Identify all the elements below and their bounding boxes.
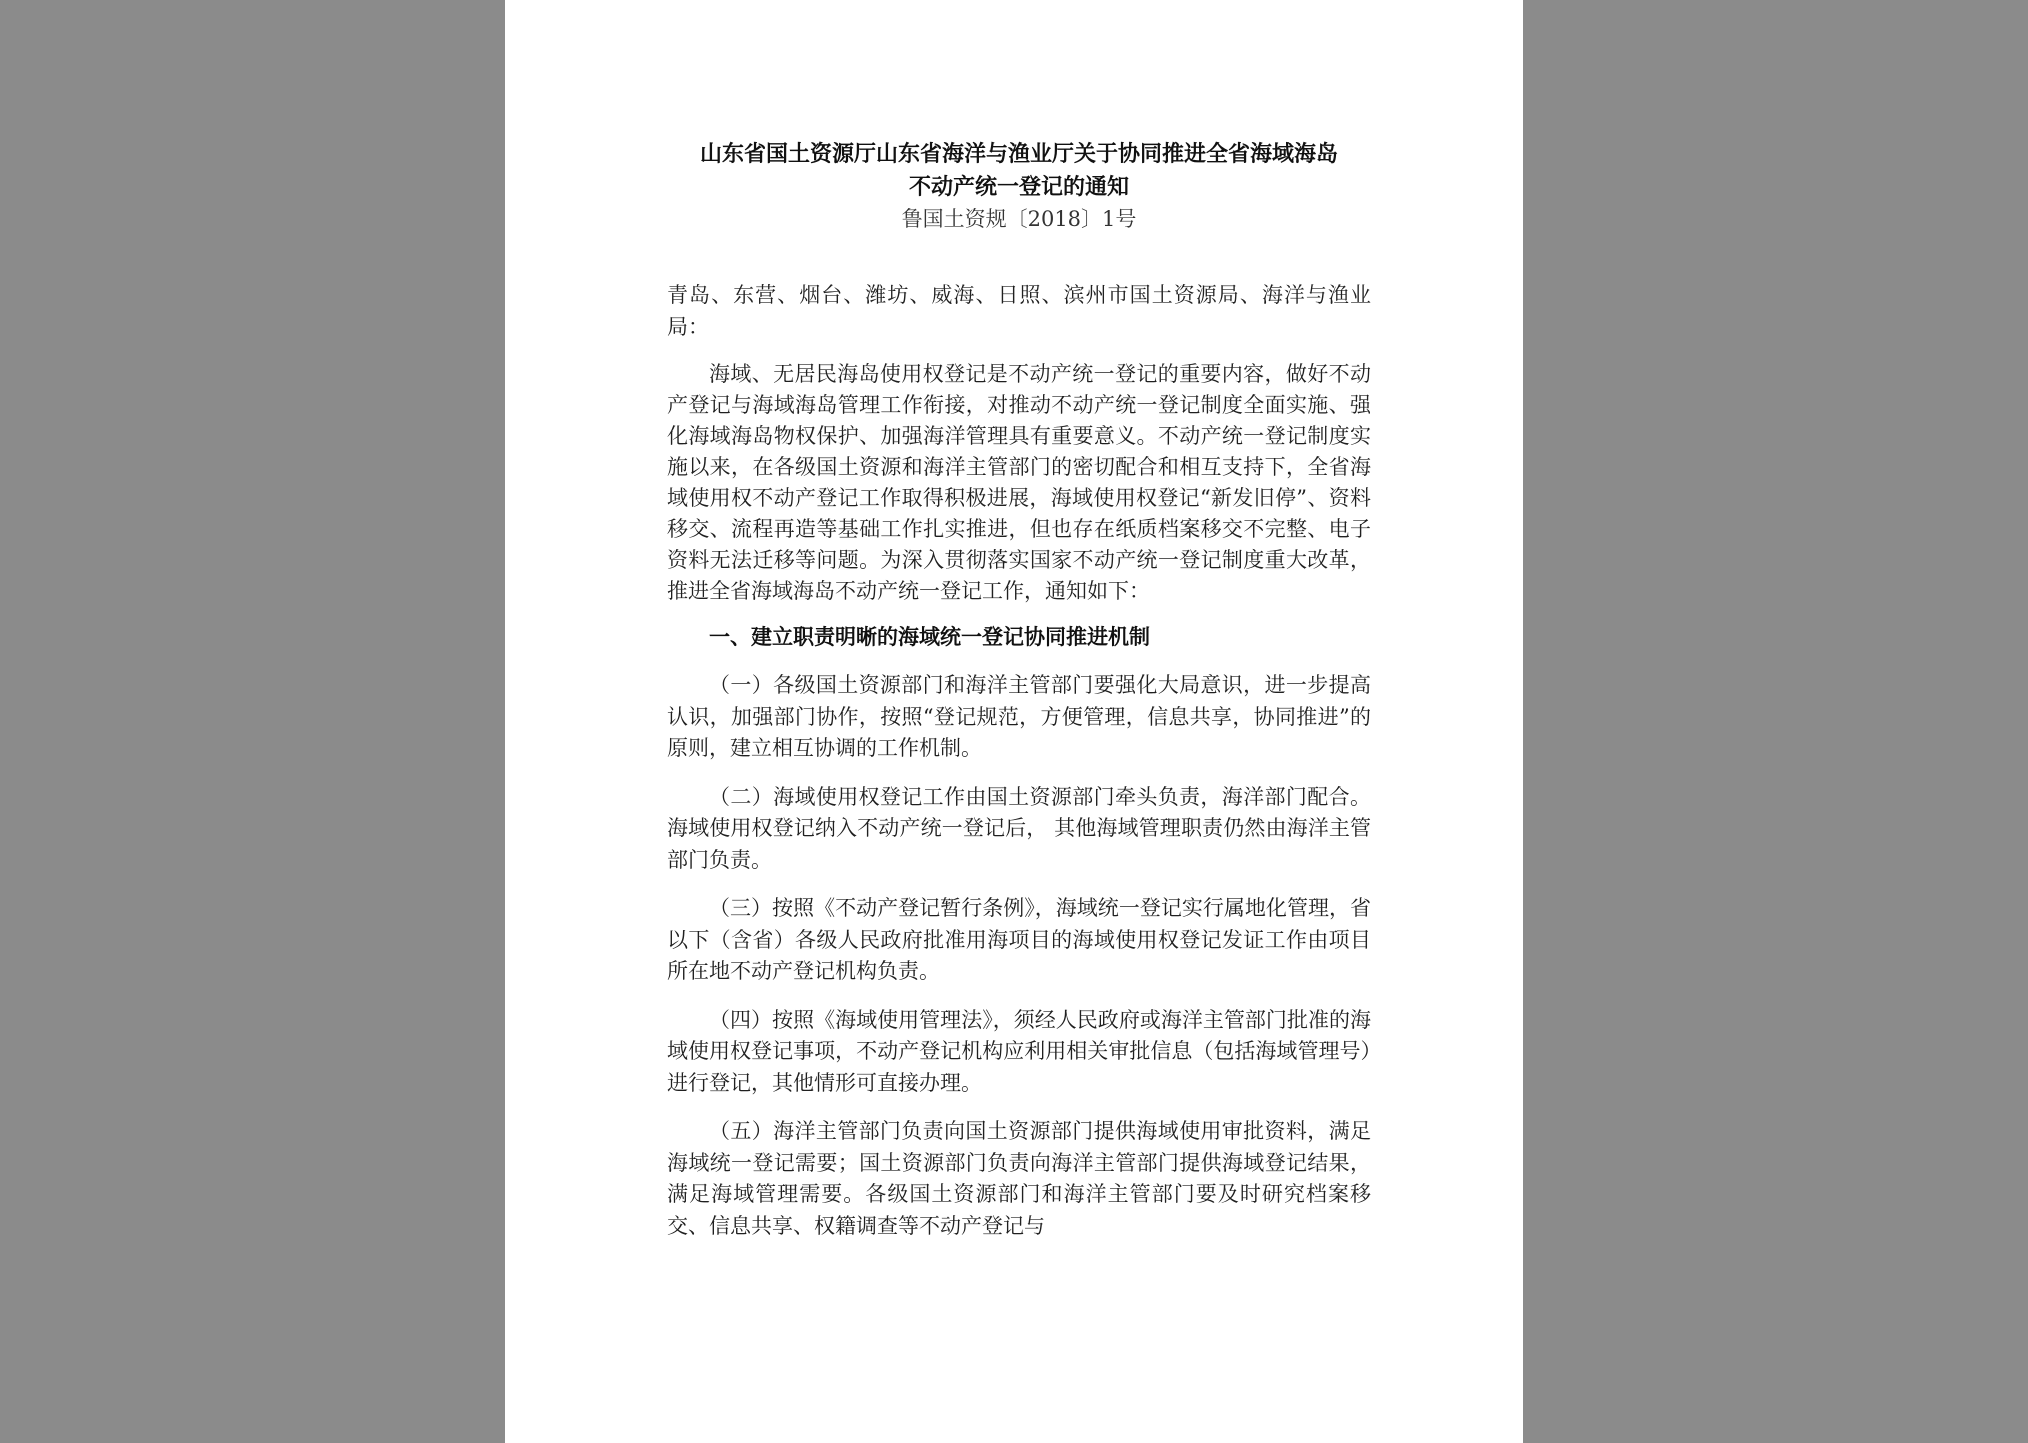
list-item-5: （五）海洋主管部门负责向国土资源部门提供海域使用审批资料，满足海域统一登记需要；国土资源部门负责向海洋主管部门提供海域登记结果，满足海域管理需要。各级国土资源部门和海洋主管部门要及时研究档案移交、信息共享、权籍调查等不动产登记与 [667,1119,1371,1238]
list-item-2: （二）海域使用权登记工作由国土资源部门牵头负责，海洋部门配合。海域使用权登记纳入不动产统一登记后， 其他海域管理职责仍然由海洋主管部门负责。 [667,784,1371,872]
page-content [667,138,1371,1242]
document-title-line-1: 山东省国土资源厅山东省海洋与渔业厅关于协同推进全省海域海岛 [699,142,1338,167]
list-item-1: （一）各级国土资源部门和海洋主管部门要强化大局意识，进一步提高认识，加强部门协作，按照“登记规范，方便管理，信息共享，协同推进”的原则，建立相互协调的工作机制。 [667,673,1371,760]
salutation: 青岛、东营、烟台、潍坊、威海、日照、滨州市国土资源局、海洋与渔业局： [667,283,1371,339]
document-title-line-2: 不动产统一登记的通知 [908,175,1129,200]
list-item-4: （四）按照《海域使用管理法》，须经人民政府或海洋主管部门批准的海域使用权登记事项，不动产登记机构应利用相关审批信息（包括海域管理号）进行登记，其他情形可直接办理。 [667,1007,1371,1095]
document-number: 鲁国土资规〔2018〕1号 [901,207,1137,231]
section-heading-1: 一、建立职责明晰的海域统一登记协同推进机制 [709,625,1150,649]
list-item-3: （三）按照《不动产登记暂行条例》，海域统一登记实行属地化管理，省以下（含省）各级人民政府批准用海项目的海域使用权登记发证工作由项目所在地不动产登记机构负责。 [667,896,1371,983]
intro-paragraph: 海域、无居民海岛使用权登记是不动产统一登记的重要内容，做好不动产登记与海域海岛管理工作衔接，对推动不动产统一登记制度全面实施、强化海域海岛物权保护、加强海洋管理具有重要意义。不动产统一登记制度实施以来，在各级国土资源和海洋主管部门的密切配合和相互支持下，全省海域使用权不动产登记工作取得积极进展，海域使用权登记“新发旧停”、资料移交、流程再造等基础工作扎实推进，但也存在纸质档案移交不完整、电子资料无法迁移等问题。为深入贯彻落实国家不动产统一登记制度重大改革，推进全省海域海岛不动产统一登记工作，通知如下： [667,362,1371,603]
document-page [505,0,1523,1443]
